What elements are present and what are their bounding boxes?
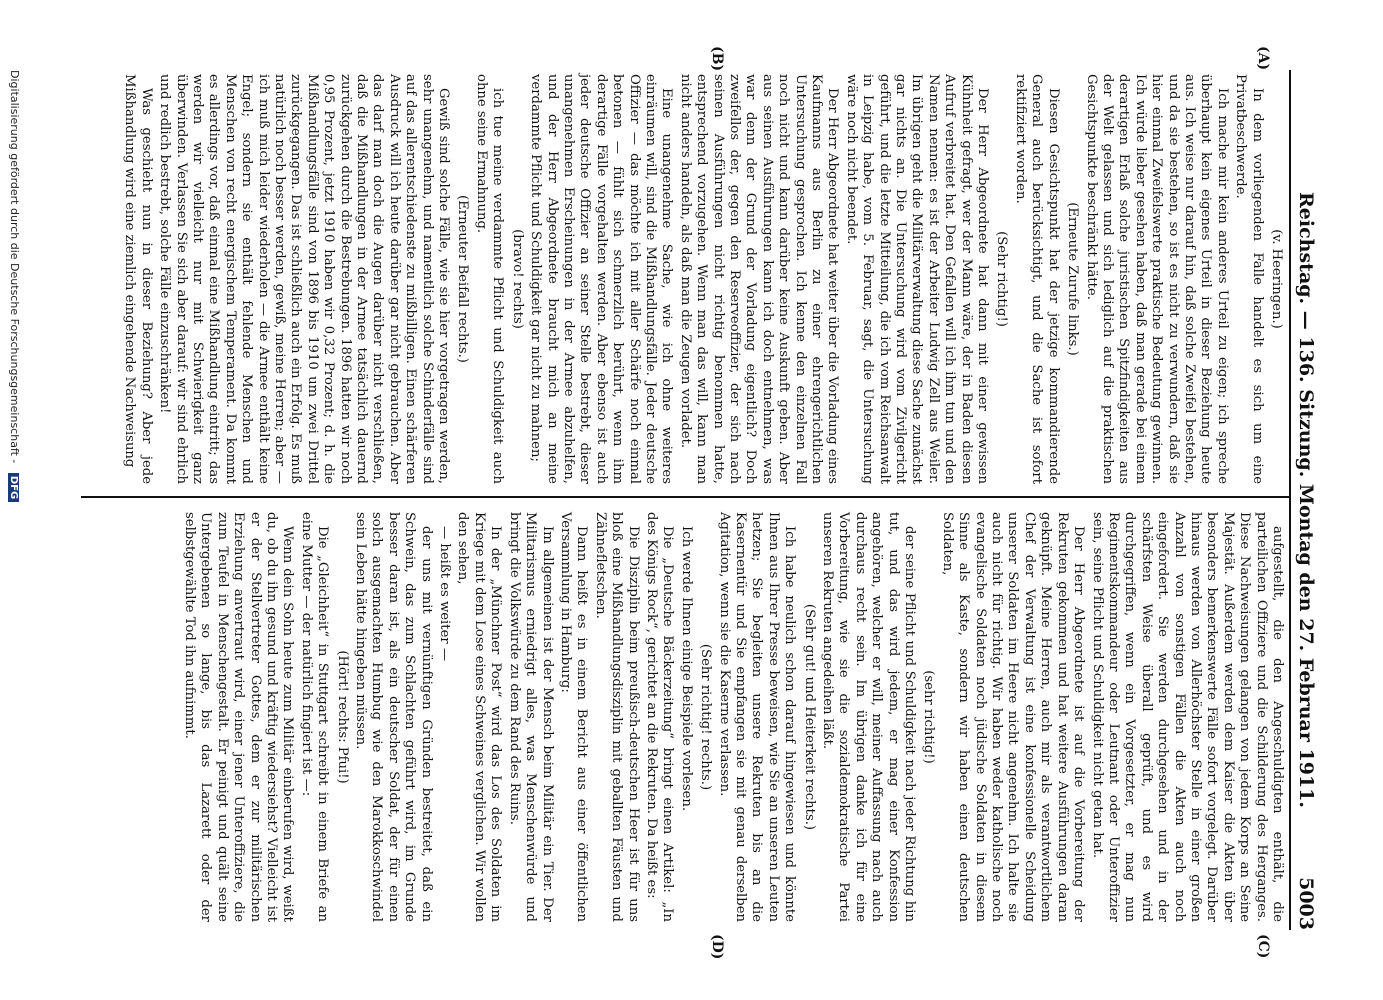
paragraph: Ich mache mir kein anderes Urteil zu eigen; ich spreche überhaupt kein eigenes Urteil in dieser Beziehung heute aus. Ich weise nur darauf hin, daß solche Zweifel bestehen, und da sie bestehen, so ist es nicht zu verwundern, daß sie hier einmal Zweifelswerte praktische Bedeutung gewinnen. Ich würde lieber gesehen haben, daß man gerade bei einem derartigen Erlaß solche juristischen Spitzfindigkeiten aus der Welt gelassen und sich lediglich auf die praktischen Gesichtspunkte beschränkt hätte. — [1083, 74, 1230, 484]
margin-marker-a: (A) — [1255, 46, 1271, 71]
paragraph: Dann heißt es in einem Bericht aus einer öffentlichen Versammlung in Hamburg: — [557, 512, 590, 922]
paragraph: Gewiß sind solche Fälle, wie sie hier vorgetragen werden, sehr unangenehm, und namentlich solche Schinderfälle sind auf das allerentschiedenste zu mißbilligen. Einen schärferen Ausdruck will ich heute darüber gar nicht gebrauchen. Aber das darf man doch die Augen darüber nicht verschließen, daß die Mißhandlungen in der Armee tatsächlich dauernd zurückgehen durch die Bestrebungen. 1896 hatten wir noch 0,95 Prozent, jetzt 1910 haben wir 0,32 Prozent; d. h. die Mißhandlungsfälle sind von 1896 bis 1910 um zwei Drittel zurückgegangen. Das ist schließlich auch ein Erfolg. Es muß natürlich noch besser werden, gewiß, meine Herren; aber — ich muß mich leider wiederholen — die Armee enthält keine Engel; sondern sie enthält fehlende Menschen und Menschen von recht energischem Temperament. Da kommt es allerdings vor, daß einmal eine Mißhandlung eintritt; das werden wir vielleicht nur mit Schwierigkeit ganz überwinden. Verlassen Sie sich aber darauf: wir sind ehrlich und redlich bestrebt, solche Fälle einzuschränken! — [157, 74, 452, 484]
paragraph: Die „Deutsche Bäckerzeitung“ bringt einen Artikel: „In des Königs Rock“, gerichtet an die Rekruten. Da heißt es: — [643, 512, 676, 922]
paragraph: Die Disziplin beim preußisch-deutschen Heer ist für uns bloß eine Mißhandlungsdisziplin mit geballten Fäusten und Zähnefletschen. — [592, 512, 641, 922]
paragraph: Der Herr Abgeordnete hat weiter über die Vorladung eines Kaufmanns aus Berlin zu einer ehrengerichtlichen Untersuchung gesprochen. Ich kenne den einzelnen Fall noch nicht und kann darüber keine Auskunft geben. Aber aus seinen Ausführungen kann ich doch entnehmen, was war denn der Grund der Vorladung eigentlich? Doch zweifellos der, gegen den Reserveoffizier, der sich nach seinen Ausführungen nicht richtig benommen hatte, entsprechend vorzugehen. Wenn man das will, kann man nicht anders handeln, als daß man die Zeugen vorladet. — [677, 74, 841, 484]
speaker-name: (v. Heeringen.) — [1269, 229, 1284, 329]
interjection: (Erneuter Beifall rechts.) — [455, 195, 471, 363]
digitization-credit: Digitalisierung gefördert durch die Deutsche Forschungsgemeinschaft - — [8, 70, 21, 464]
paragraph: Der Herr Abgeordnete ist auf die Vorbereitung der Rekruten gekommen und hat weitere Ausführungen daran geknüpft. Meine Herren, auch mir als verantwortlichem Chef der Verwaltung ist eine konfessionelle Scheidung unserer Soldaten im Heere nicht angenehm. Ich halte sie auch nicht für richtig. Wir haben weder katholische noch evangelische Soldaten noch jüdische Soldaten in diesem Sinne als Kaste, sondern wir haben einen deutschen Soldaten, — [939, 512, 1087, 922]
page-number: 5003 — [1295, 877, 1317, 930]
interjection: (Sehr gut! und Heiterkeit rechts.) — [801, 603, 817, 831]
paragraph: — heißt es weiter — — [437, 526, 453, 662]
header-rule — [1289, 70, 1291, 930]
interjection: (sehr richtig!) — [921, 670, 937, 764]
left-column — [119, 74, 1285, 484]
paragraph: In der „Münchner Post“ wird das Los des Soldaten im Kriege mit dem Lose eines Schweines verglichen. Wir wollen den sehen, — [455, 512, 504, 922]
header-title: Reichstag. — 136. Sitzung. Montag den 27. Februar 1911. — [1295, 192, 1317, 808]
paragraph: aufgestellt, die den Angeschuldigten enthält, die parteilichen Offiziere und die Schilderung des Herganges. Diese Nachweisungen gelangen von jedem Korps an Seine Majestät. Außerdem werden dem Kaiser die Akten über besonders bemerkenswerte Fälle sofort vorgelegt. Darüber hinaus werden von Allerhöchster Stelle in einer großen Anzahl von sonstigen Fällen die Akten auch noch eingefordert. Sie werden durchgesehen und in der schärfsten Weise überall geprüft, und es wird durchgegriffen, wenn ein Vorgesetzter, er mag nun Regimentskommandeur oder Leutnant oder Unteroffizier sein, seine Pflicht und Schuldigkeit nicht getan hat. — [1089, 512, 1285, 922]
paragraph: Was geschieht nun in dieser Beziehung? Aber jede Mißhandlung wird eine ziemlich eingehende Nachweisung — [122, 74, 154, 484]
paragraph: Ich habe neulich schon darauf hingewiesen und könnte Ihnen aus Ihrer Presse beweisen, wie Sie an unseren Leuten hetzen; Sie begleiten unsere Rekruten bis an die Kasernentür und Sie empfangen sie mit genau derselben Agitation, wenn sie die Kaserne verlassen. — [716, 512, 798, 922]
paragraph: ich tue meine verdammte Pflicht und Schuldigkeit auch ohne seine Ermahnung. — [473, 74, 506, 484]
paragraph: In dem vorliegenden Falle handelt es sich um eine Privatbeschwerde. — [1233, 74, 1265, 484]
interjection: (Sehr richtig! rechts.) — [698, 643, 714, 791]
margin-marker-c: (C) — [1255, 934, 1271, 959]
interjection: (bravo! rechts) — [509, 229, 525, 329]
page-footer — [8, 70, 21, 930]
interjection: (Sehr richtig!) — [994, 231, 1010, 327]
paragraph: der seine Pflicht und Schuldigkeit nach jeder Richtung hin tut, und das wird jedem, er mag einer Konfession angehören, welcher er will, meiner Auffassung nach auch durchaus recht sein. Im übrigen danke ich für eine Vorbereitung, wie sie die sozialdemokratische Partei unseren Rekruten angedeihen läßt. — [820, 512, 918, 922]
paragraph: Diesen Gesichtspunkt hat der jetzige kommandierende General auch berücksichtigt, und die Sache ist sofort rektifiziert worden. — [1012, 74, 1061, 484]
margin-marker-d: (D) — [709, 934, 725, 960]
paragraph: Ich werde Ihnen einige Beispiele vorlesen. — [678, 526, 694, 812]
margin-marker-b: (B) — [709, 46, 725, 72]
interjection: (Hört! rechts: Pfui!) — [334, 650, 350, 784]
page-header — [1291, 70, 1321, 930]
right-column — [179, 512, 1285, 922]
paragraph: Die „Gleichheit“ in Stuttgart schreibt in einem Briefe an eine Mutter — der natürlich fingiert ist —: — [298, 512, 331, 922]
paragraph: Der Herr Abgeordnete hat dann mit einer gewissen Kühnheit gefragt, wer der Mann wäre, der in Baden diesen Aufruf verbreitet hat. Den Gefallen will ich ihm tun und den Namen nennen: es ist der Arbeiter Ludwig Zell aus Weiler. Im übrigen geht die Militärverwaltung diese Sache zunächst gar nichts an. Die Untersuchung wird vom Zivilgericht geführt, und die letzte Mitteilung, die ich vom Reichsanwalt in Leipzig habe, vom 5. Februar, sagt, die Untersuchung wäre noch nicht beendet. — [843, 74, 991, 484]
column-divider — [81, 496, 1291, 498]
dfg-logo: DFG — [8, 473, 19, 502]
paragraph: Eine unangenehme Sache, wie ich ohne weiteres einräumen will, sind die Mißhandlungsfälle. Jeder deutsche Offizier — das möchte ich mit aller Schärfe noch einmal betonen — fühlt sich schmerzlich berührt, wenn ihm derartige Fälle vorgehalten werden. Aber ebenso ist auch jeder deutsche Offizier an seiner Stelle bestrebt, dieser unangenehmen Erscheinungen in der Armee abzuhelfen, und der Herr Abgeordnete braucht mich an meine verdammte Pflicht und Schuldigkeit gar nicht zu mahnen; — [528, 74, 675, 484]
paragraph: Wenn dein Sohn heute zum Militär einberufen wird, weißt du, ob du ihn gesund und kräftig wiedersiehst? Vielleicht ist er der Stellvertreter Gottes, dem er zur militärischen Erziehung anvertraut wird, einer jener Unteroffiziere, die zum Teufel in Menschengestalt. Er peinigt und quält seine Untergebenen so lange, bis das Lazarett oder der selbstgewählte Tod ihn aufnimmt. — [182, 512, 296, 922]
interjection: (Erneute Zurufe links.) — [1065, 202, 1081, 356]
paragraph: Im allgemeinen ist der Mensch beim Militär ein Tier. Der Militarismus erniedrigt alles, was Menschenwürde und bringt die Volkswürde zu dem Rand des Ruins. — [506, 512, 555, 922]
paragraph: der uns mit vernünftigen Gründen bestreitet, daß ein Schwein, das zum Schlachten geführt wird, im Grunde besser daran ist, als ein deutscher Soldat, der für einen solch ausgemachten Humbug wie den Marokkoschwindel sein Leben hätte hingeben müssen. — [353, 512, 434, 922]
